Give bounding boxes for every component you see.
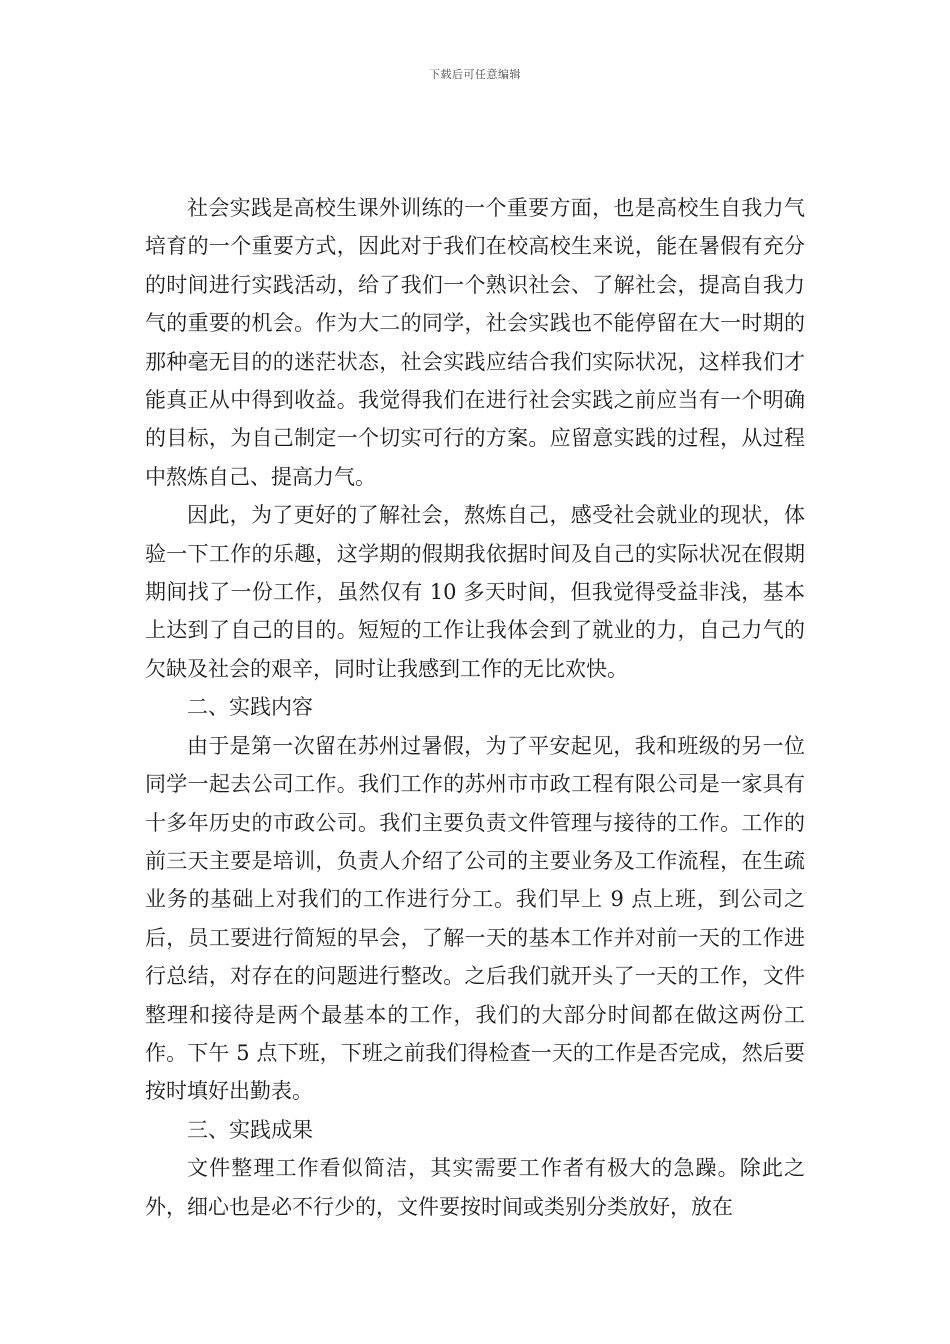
section-heading-content: 二、实践内容 bbox=[187, 695, 313, 720]
document-body bbox=[145, 189, 805, 1226]
paragraph-motivation: 因此，为了更好的了解社会，熬炼自己，感受社会就业的现状，体验一下工作的乐趣，这学期的假期我依据时间及自己的实际状况在假期期间找了一份工作，虽然仅有 10 多天时间，但我觉得受益非浅，基本上达到了自己的目的。短短的工作让我体会到了就业的力，自己力气的欠缺及社会的艰辛，同时让我感到工作的无比欢快。 bbox=[145, 503, 805, 681]
paragraph-intro: 社会实践是高校生课外训练的一个重要方面，也是高校生自我力气培育的一个重要方式，因此对于我们在校高校生来说，能在暑假有充分的时间进行实践活动，给了我们一个熟识社会、了解社会，提高自我力气的重要的机会。作为大二的同学，社会实践也不能停留在大一时期的那种毫无目的的迷茫状态，社会实践应结合我们实际状况，这样我们才能真正从中得到收益。我觉得我们在进行社会实践之前应当有一个明确的目标，为自己制定一个切实可行的方案。应留意实践的过程，从过程中熬炼自己、提高力气。 bbox=[145, 196, 805, 489]
section-heading-results: 三、实践成果 bbox=[187, 1117, 313, 1142]
paragraph-results: 文件整理工作看似简洁，其实需要工作者有极大的急躁。除此之外，细心也是必不行少的，文件要按时间或类别分类放好，放在 bbox=[145, 1156, 805, 1219]
page-header: 下载后可任意编辑 bbox=[429, 68, 521, 81]
paragraph-content: 由于是第一次留在苏州过暑假，为了平安起见，我和班级的另一位同学一起去公司工作。我们工作的苏州市市政工程有限公司是一家具有十多年历史的市政公司。我们主要负责文件管理与接待的工作。工作的前三天主要是培训，负责人介绍了公司的主要业务及工作流程，在生疏业务的基础上对我们的工作进行分工。我们早上 9 点上班，到公司之后，员工要进行简短的早会，了解一天的基本工作并对前一天的工作进行总结，对存在的问题进行整改。之后我们就开头了一天的工作，文件整理和接待是两个最基本的工作，我们的大部分时间都在做这两份工作。下午 5 点下班，下班之前我们得检查一天的工作是否完成，然后要按时填好出勤表。 bbox=[145, 733, 805, 1104]
